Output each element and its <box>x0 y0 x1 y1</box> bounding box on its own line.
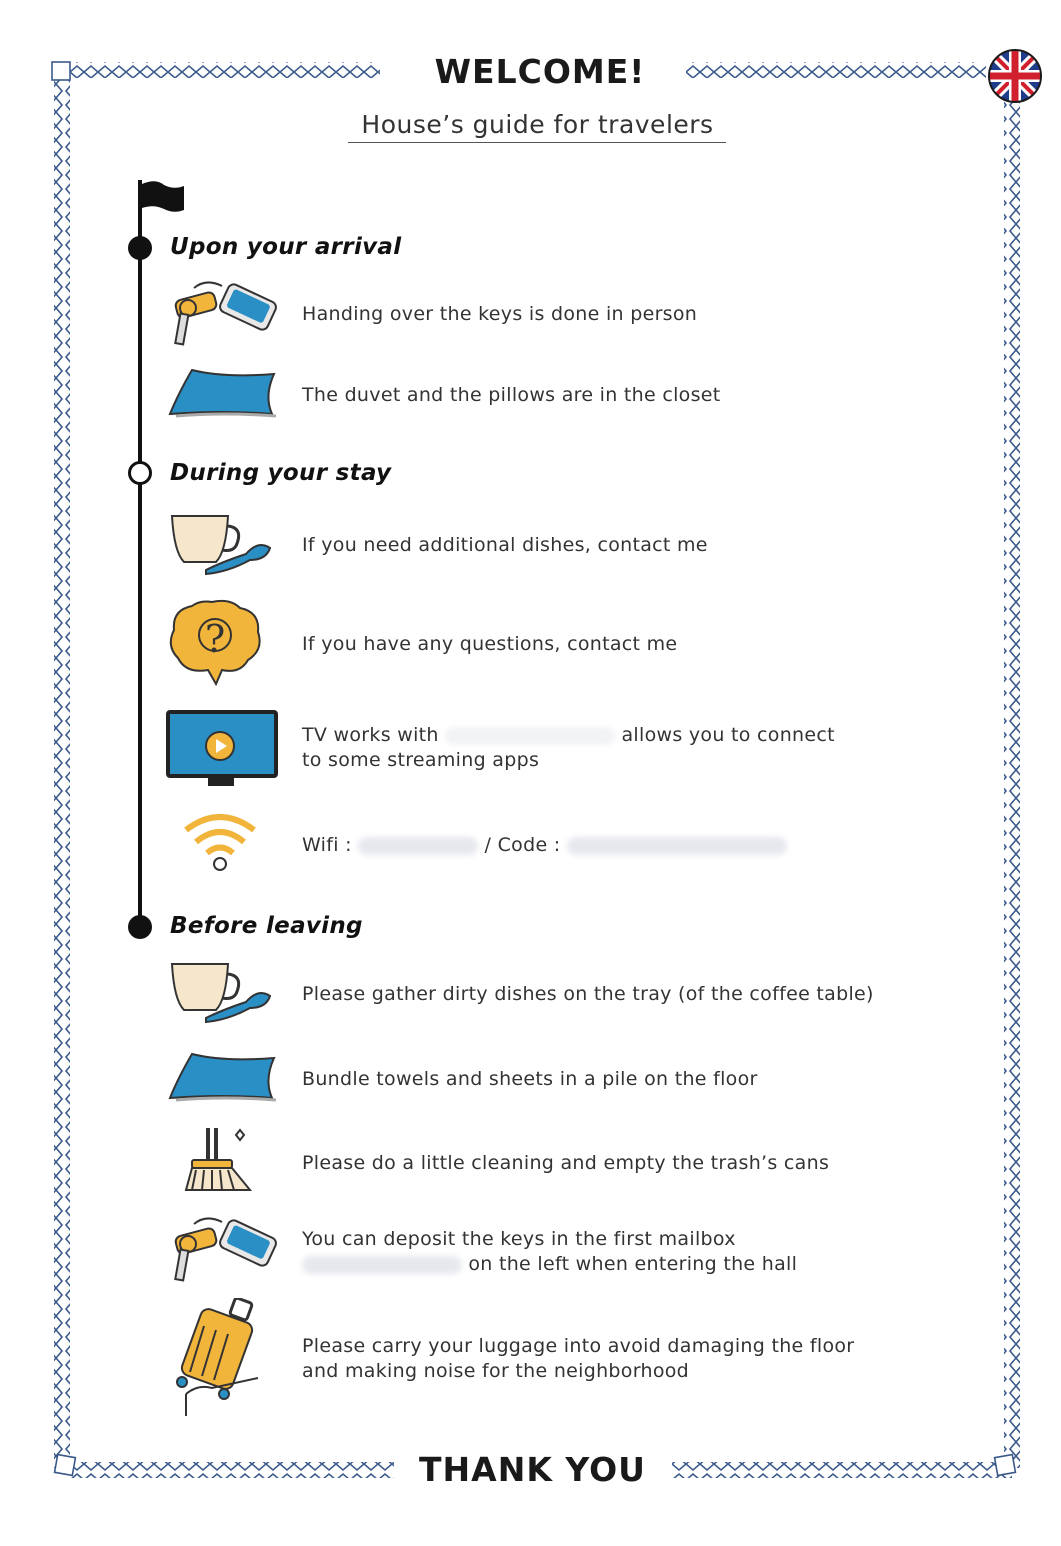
redacted-text <box>445 727 615 745</box>
list-item: Please gather dirty dishes on the tray (of the coffee table) <box>302 983 874 1005</box>
timeline-dot-stay <box>128 461 152 485</box>
list-item: The duvet and the pillows are in the closet <box>302 384 721 406</box>
list-item-tv <box>302 723 835 748</box>
question-bubble-icon <box>168 598 262 686</box>
footer-thank-you: THANK YOU <box>400 1450 665 1494</box>
timeline-line <box>138 186 142 926</box>
wifi-icon <box>180 812 260 874</box>
redacted-wifi-code <box>567 837 787 855</box>
svg-text:?: ? <box>204 617 226 661</box>
tv-play-icon <box>166 710 280 790</box>
list-item: If you have any questions, contact me <box>302 633 678 655</box>
luggage-text-a: Please carry your luggage into avoid damaging the floor <box>302 1335 855 1357</box>
list-item: Handing over the keys is done in person <box>302 303 698 325</box>
luggage-icon <box>168 1298 264 1420</box>
tv-text-b: allows you to connect <box>621 724 835 746</box>
luggage-text-b: and making noise for the neighborhood <box>302 1360 690 1382</box>
keys-deposit-text-b: on the left when entering the hall <box>468 1253 798 1275</box>
subtitle-underline <box>348 142 726 143</box>
code-label: / Code : <box>484 834 561 856</box>
tv-text-a: TV works with <box>302 724 439 746</box>
pillow-icon <box>164 1048 282 1106</box>
section-title-arrival: Upon your arrival <box>170 234 402 260</box>
wifi-label: Wifi : <box>302 834 352 856</box>
timeline-dot-leaving <box>128 915 152 939</box>
flag-icon <box>138 180 188 220</box>
keys-deposit-text-a: You can deposit the keys in the first mailbox <box>302 1228 736 1250</box>
keys-phone-icon <box>166 280 280 348</box>
section-title-stay: During your stay <box>170 460 392 486</box>
cup-spoon-icon <box>166 512 276 578</box>
keys-phone-icon <box>166 1216 280 1284</box>
list-item: If you need additional dishes, contact me <box>302 534 708 556</box>
section-title-leaving: Before leaving <box>170 913 363 939</box>
page-title: WELCOME! <box>400 52 680 96</box>
redacted-text <box>302 1256 462 1274</box>
list-item-keys-deposit <box>302 1252 797 1277</box>
timeline-dot-arrival <box>128 236 152 260</box>
redacted-wifi-name <box>358 837 478 855</box>
pillow-icon <box>164 364 282 422</box>
broom-icon <box>176 1124 256 1194</box>
page-subtitle: House’s guide for travelers <box>361 110 714 139</box>
cup-spoon-icon <box>166 960 276 1026</box>
uk-flag-icon[interactable] <box>987 48 1043 104</box>
tv-text-c: to some streaming apps <box>302 749 540 771</box>
list-item: Please do a little cleaning and empty the trash’s cans <box>302 1152 830 1174</box>
list-item: Bundle towels and sheets in a pile on the floor <box>302 1068 758 1090</box>
list-item-wifi <box>302 833 787 858</box>
